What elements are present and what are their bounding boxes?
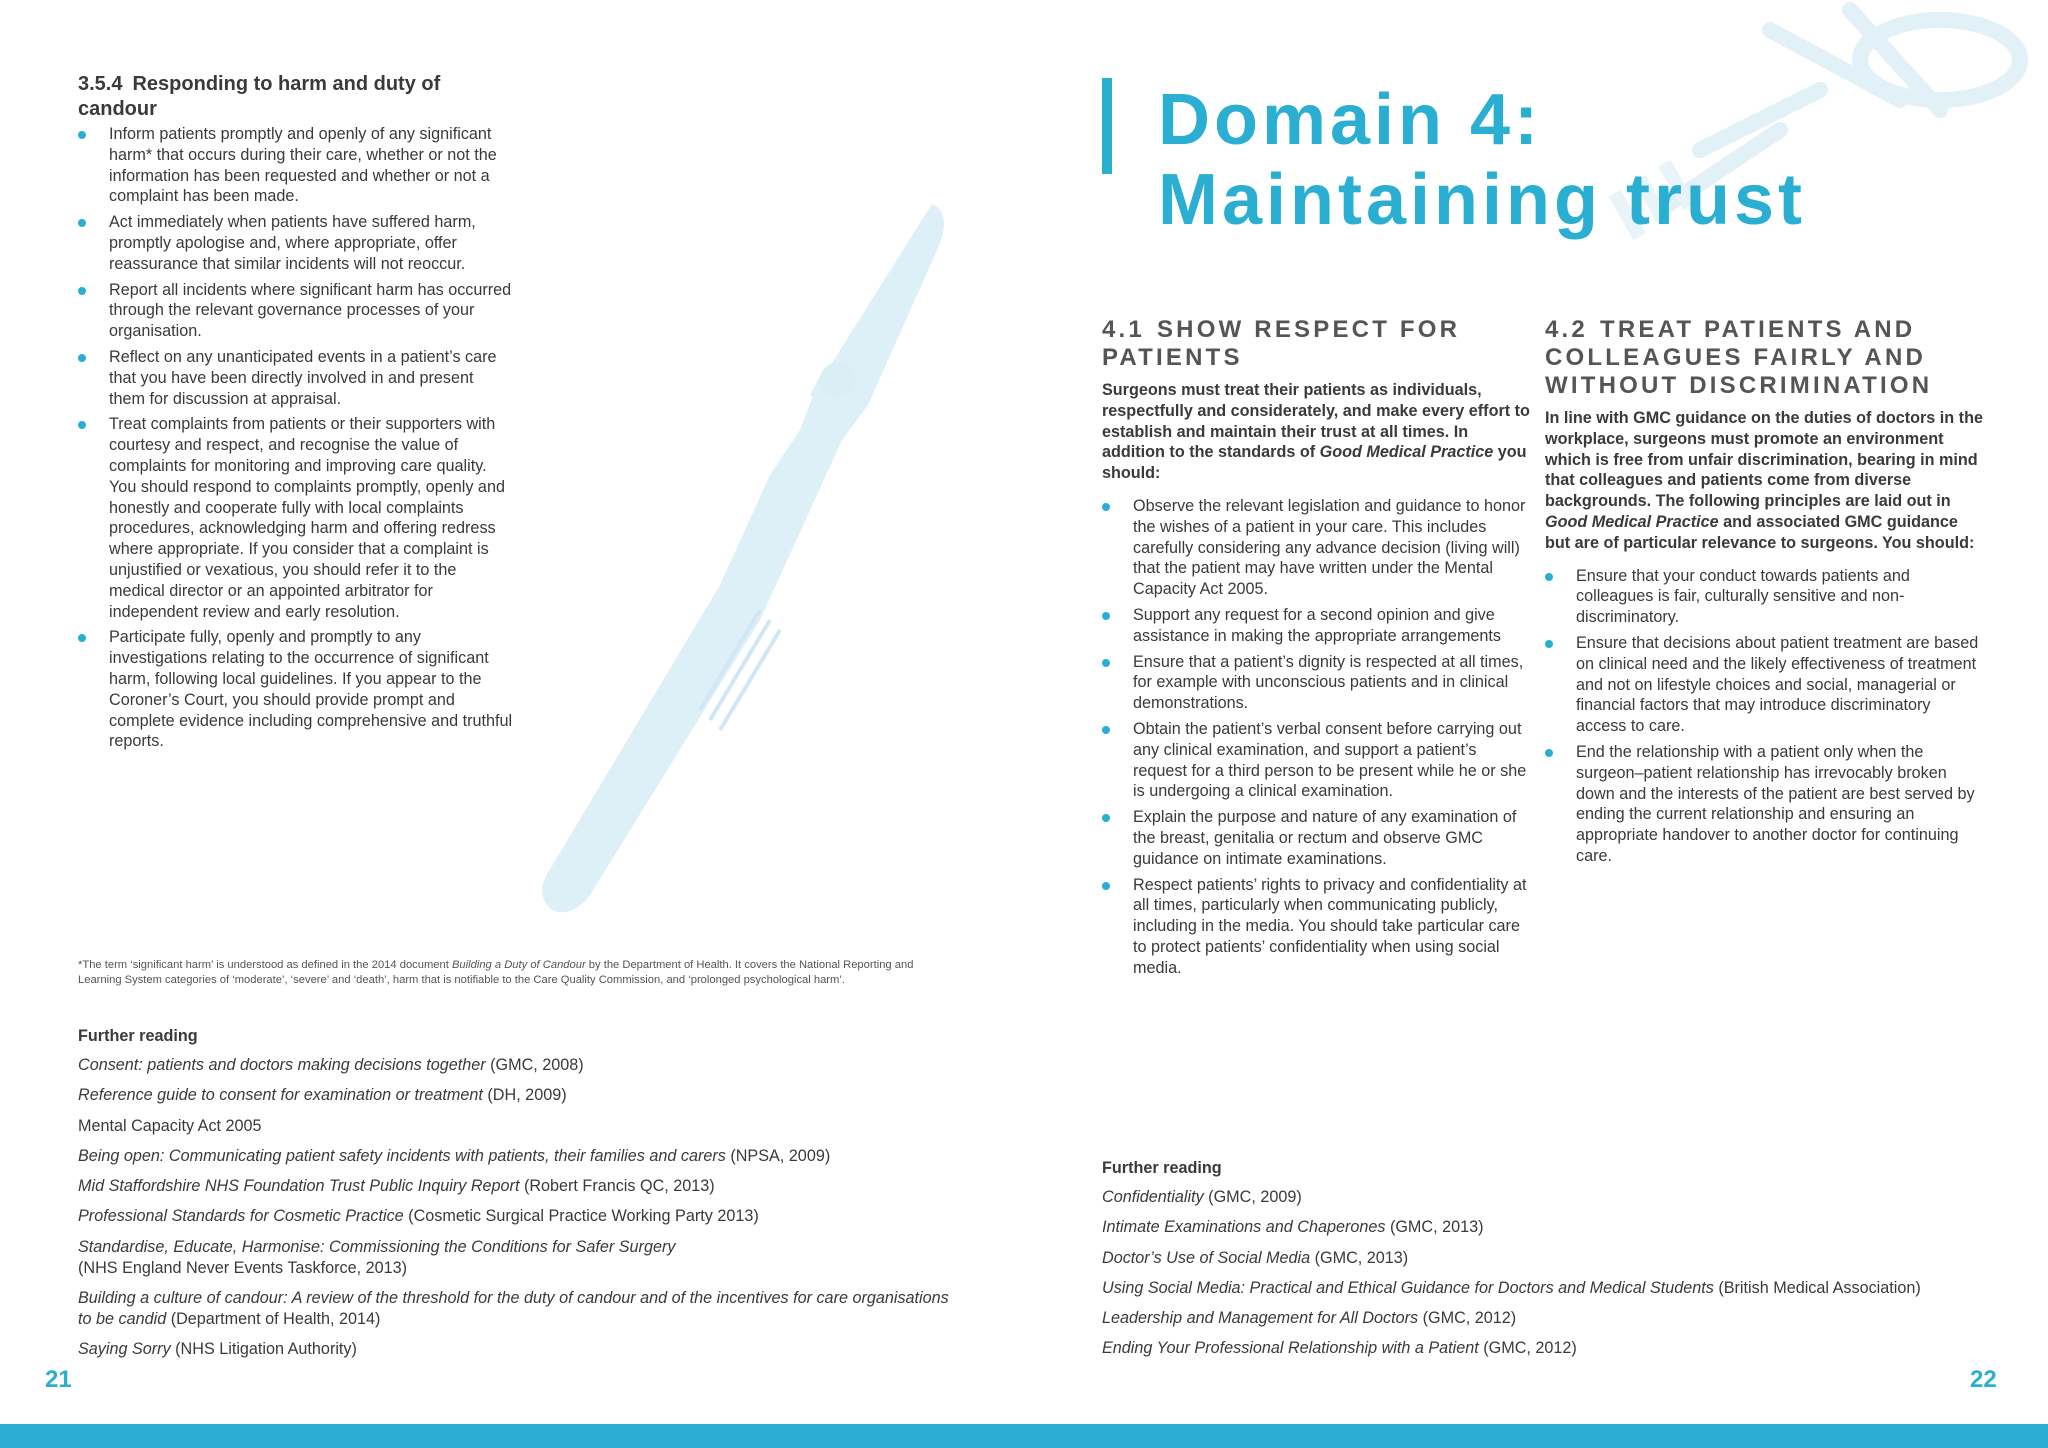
section-4-1-intro xyxy=(1102,380,1532,484)
further-reading-left xyxy=(78,1025,958,1369)
section-4-2 xyxy=(1545,316,1985,872)
bullet-icon xyxy=(78,287,86,295)
list-item xyxy=(78,414,513,622)
bullet-icon xyxy=(78,421,86,429)
reading-title: Building a culture of candour: A review of the threshold for the duty of candour and of the incentives for care organisations to be candid xyxy=(78,1288,949,1328)
reading-title: Mid Staffordshire NHS Foundation Trust Public Inquiry Report xyxy=(78,1177,520,1196)
list-item-text: Observe the relevant legislation and guidance to honor the wishes of a patient in your care. This includes carefully considering any advance decision (living will) that the patient may have written under the Mental Capacity Act 2005. xyxy=(1133,496,1526,599)
reading-title: Reference guide to consent for examination or treatment xyxy=(78,1086,483,1105)
bullet-icon xyxy=(1102,659,1110,667)
intro-italic: Good Medical Practice xyxy=(1319,443,1494,462)
list-item xyxy=(1102,875,1532,979)
footnote-after: by the Department of Health. It covers the National Reporting and Learning System categories of ‘moderate’, ‘severe’ and ‘death’, harm that is notifiable to the Care Quality Commission, and ‘prolonged psychological harm’. xyxy=(78,959,914,986)
reading-item xyxy=(78,1288,958,1330)
bullet-icon xyxy=(1545,640,1553,648)
reading-source: (Department of Health, 2014) xyxy=(166,1309,381,1328)
reading-source: (Cosmetic Surgical Practice Working Party 2013) xyxy=(403,1207,759,1226)
list-item xyxy=(78,280,513,342)
reading-source: (GMC, 2013) xyxy=(1385,1218,1484,1237)
footnote-before: *The term ‘significant harm’ is understood as defined in the 2014 document xyxy=(78,959,452,971)
reading-title: Standardise, Educate, Harmonise: Commissioning the Conditions for Safer Surgery xyxy=(78,1237,676,1256)
reading-source: (British Medical Association) xyxy=(1713,1278,1921,1297)
bullet-icon xyxy=(1545,749,1553,757)
list-item-text: Participate fully, openly and promptly to any investigations relating to the occurrence of significant harm, following local guidelines. If you appear to the Coroner’s Court, you should provide prompt and complete evidence including comprehensive and truthful reports. xyxy=(109,628,513,751)
fairness-list xyxy=(1545,566,1985,867)
reading-source: (GMC, 2009) xyxy=(1203,1188,1302,1206)
reading-source: (NHS Litigation Authority) xyxy=(170,1339,357,1358)
bullet-icon xyxy=(78,634,86,642)
reading-item xyxy=(78,1116,958,1137)
bullet-icon xyxy=(1102,814,1110,822)
harm-candour-list xyxy=(78,124,1008,752)
list-item-text: Treat complaints from patients or their supporters with courtesy and respect, and recognise the value of complaints for monitoring and improving care quality. You should respond to complaints promptly, openly and honestly and cooperate fully with local complaints procedures, acknowledging harm and offering redress where appropriate. If you consider that a complaint is unjustified or vexatious, you should refer it to the medical director or an appointed arbitrator for independent review and early resolution. xyxy=(109,415,505,621)
reading-item xyxy=(1102,1338,2022,1359)
reading-item xyxy=(78,1146,958,1167)
reading-source: (NHS England Never Events Taskforce, 2013) xyxy=(78,1258,408,1277)
list-item xyxy=(1102,496,1532,600)
reading-item xyxy=(78,1339,958,1360)
reading-title: Saying Sorry xyxy=(78,1339,171,1358)
reading-item xyxy=(78,1085,958,1106)
reading-title: Confidentiality xyxy=(1102,1188,1204,1206)
section-number: 3.5.4 xyxy=(78,73,123,95)
domain-title xyxy=(1158,80,1806,240)
reading-title: Doctor’s Use of Social Media xyxy=(1102,1248,1311,1267)
page-number-left: 21 xyxy=(45,1366,72,1393)
list-item xyxy=(1102,605,1532,647)
list-item-text: Report all incidents where significant harm has occurred through the relevant governance processes of your organisation. xyxy=(109,280,512,341)
domain-title-line1: Domain 4: xyxy=(1158,80,1543,160)
section-number: 4.2 xyxy=(1545,316,1588,343)
section-heading xyxy=(78,72,478,122)
section-number: 4.1 xyxy=(1102,316,1145,343)
bullet-icon xyxy=(1102,612,1110,620)
list-item xyxy=(1545,742,1985,867)
list-item xyxy=(78,124,513,207)
reading-item xyxy=(1102,1308,2022,1329)
bottom-accent-band xyxy=(0,1424,2048,1448)
list-item xyxy=(78,212,513,274)
list-item-text: Ensure that a patient’s dignity is respected at all times, for example with unconscious patients and in clinical demonstrations. xyxy=(1133,652,1524,713)
reading-item xyxy=(1102,1278,2022,1299)
further-reading-title: Further reading xyxy=(78,1027,198,1045)
bullet-icon xyxy=(1545,573,1553,581)
list-item-text: Explain the purpose and nature of any examination of the breast, genitalia or rectum and observe GMC guidance on intimate examinations. xyxy=(1133,808,1517,868)
list-item xyxy=(78,627,513,752)
left-page xyxy=(78,72,1008,757)
list-item xyxy=(1102,719,1532,802)
section-title: SHOW RESPECT FOR PATIENTS xyxy=(1102,316,1461,371)
list-item xyxy=(1545,633,1985,737)
reading-source: (DH, 2009) xyxy=(482,1086,567,1105)
list-item-text: Respect patients’ rights to privacy and confidentiality at all times, particularly when communicating publicly, including in the media. You should take particular care to protect patients’ confidentiality when using social media. xyxy=(1133,875,1527,977)
reading-source: (Robert Francis QC, 2013) xyxy=(519,1177,715,1196)
list-item-text: End the relationship with a patient only when the surgeon–patient relationship has irrevocably broken down and the interests of the patient are best served by ending the current relationship and ensuring an appropriate handover to another doctor for continuing care. xyxy=(1576,742,1975,865)
list-item-text: Reflect on any unanticipated events in a patient’s care that you have been directly involved in and present them for discussion at appraisal. xyxy=(109,347,497,408)
section-4-2-heading xyxy=(1545,316,1985,400)
domain-accent-bar xyxy=(1102,78,1112,174)
bullet-icon xyxy=(1102,503,1110,511)
list-item-text: Ensure that decisions about patient treatment are based on clinical need and the likely effectiveness of treatment and not on lifestyle choices and social, managerial or financial factors that may introduce discriminatory access to care. xyxy=(1576,633,1979,736)
further-reading-title: Further reading xyxy=(1102,1159,1222,1177)
intro-italic: Good Medical Practice xyxy=(1545,512,1719,531)
section-title: TREAT PATIENTS AND COLLEAGUES FAIRLY AND WITHOUT DISCRIMINATION xyxy=(1545,316,1933,399)
list-item xyxy=(78,347,513,409)
bullet-icon xyxy=(78,131,86,139)
bullet-icon xyxy=(1102,882,1110,890)
section-4-1-heading xyxy=(1102,316,1532,372)
section-title: Responding to harm and duty of candour xyxy=(78,73,441,120)
list-item-text: Support any request for a second opinion and give assistance in making the appropriate arrangements xyxy=(1133,605,1502,645)
list-item-text: Inform patients promptly and openly of any significant harm* that occurs during their care, whether or not the information has been requested and whether or not a complaint has been made. xyxy=(109,125,497,206)
list-item xyxy=(1102,807,1532,869)
reading-item xyxy=(1102,1187,2022,1208)
list-item xyxy=(1545,566,1985,628)
reading-item xyxy=(78,1176,958,1197)
reading-title: Using Social Media: Practical and Ethical Guidance for Doctors and Medical Students xyxy=(1102,1278,1714,1297)
reading-source: (GMC, 2013) xyxy=(1310,1248,1409,1267)
reading-item xyxy=(1102,1248,2022,1269)
intro-text: In line with GMC guidance on the duties of doctors in the workplace, surgeons must promote an environment which is free from unfair discrimination, bearing in mind that colleagues and patients come from diverse backgrounds. The following principles are laid out in xyxy=(1545,409,1983,511)
footnote-title: Building a Duty of Candour xyxy=(451,959,586,971)
page-number-right: 22 xyxy=(1970,1366,1997,1393)
list-item-text: Obtain the patient’s verbal consent before carrying out any clinical examination, and support a patient’s request for a third person to be present while he or she is undergoing a clinical examination. xyxy=(1133,719,1527,801)
reading-title: Leadership and Management for All Doctors xyxy=(1102,1309,1419,1328)
reading-item xyxy=(78,1237,958,1279)
reading-title: Professional Standards for Cosmetic Practice xyxy=(78,1207,404,1226)
reading-item xyxy=(78,1206,958,1227)
reading-title: Being open: Communicating patient safety incidents with patients, their families and carers xyxy=(78,1146,726,1165)
reading-source: (GMC, 2012) xyxy=(1418,1309,1517,1328)
respect-list xyxy=(1102,496,1532,979)
reading-item xyxy=(1102,1217,2022,1238)
bullet-icon xyxy=(78,219,86,227)
intro-text: Surgeons must treat their patients as individuals, respectfully and considerately, and make every effort to establish and maintain their trust at all times. In addition to the standards of xyxy=(1102,381,1530,462)
domain-title-line2: Maintaining trust xyxy=(1158,160,1806,240)
reading-title: Consent: patients and doctors making decisions together xyxy=(78,1056,486,1074)
reading-item xyxy=(78,1055,958,1076)
list-item-text: Ensure that your conduct towards patients and colleagues is fair, culturally sensitive and non-discriminatory. xyxy=(1576,566,1910,627)
reading-source: (GMC, 2012) xyxy=(1478,1339,1577,1358)
bullet-icon xyxy=(1102,726,1110,734)
reading-source: Mental Capacity Act 2005 xyxy=(78,1116,262,1135)
further-reading-right xyxy=(1102,1157,2022,1369)
reading-title: Ending Your Professional Relationship with a Patient xyxy=(1102,1339,1479,1358)
reading-title: Intimate Examinations and Chaperones xyxy=(1102,1218,1386,1237)
reading-source: (NPSA, 2009) xyxy=(725,1146,831,1165)
bullet-icon xyxy=(78,354,86,362)
section-4-2-intro xyxy=(1545,408,1985,554)
list-item xyxy=(1102,652,1532,714)
intro-text-end: and associated GMC guidance but are of particular relevance to surgeons. You should: xyxy=(1545,512,1975,552)
reading-source: (GMC, 2008) xyxy=(485,1056,584,1074)
footnote xyxy=(78,958,938,987)
intro-text-end: you should: xyxy=(1102,443,1527,483)
list-item-text: Act immediately when patients have suffered harm, promptly apologise and, where appropriate, offer reassurance that similar incidents will not reoccur. xyxy=(109,213,476,273)
section-4-1 xyxy=(1102,316,1532,984)
